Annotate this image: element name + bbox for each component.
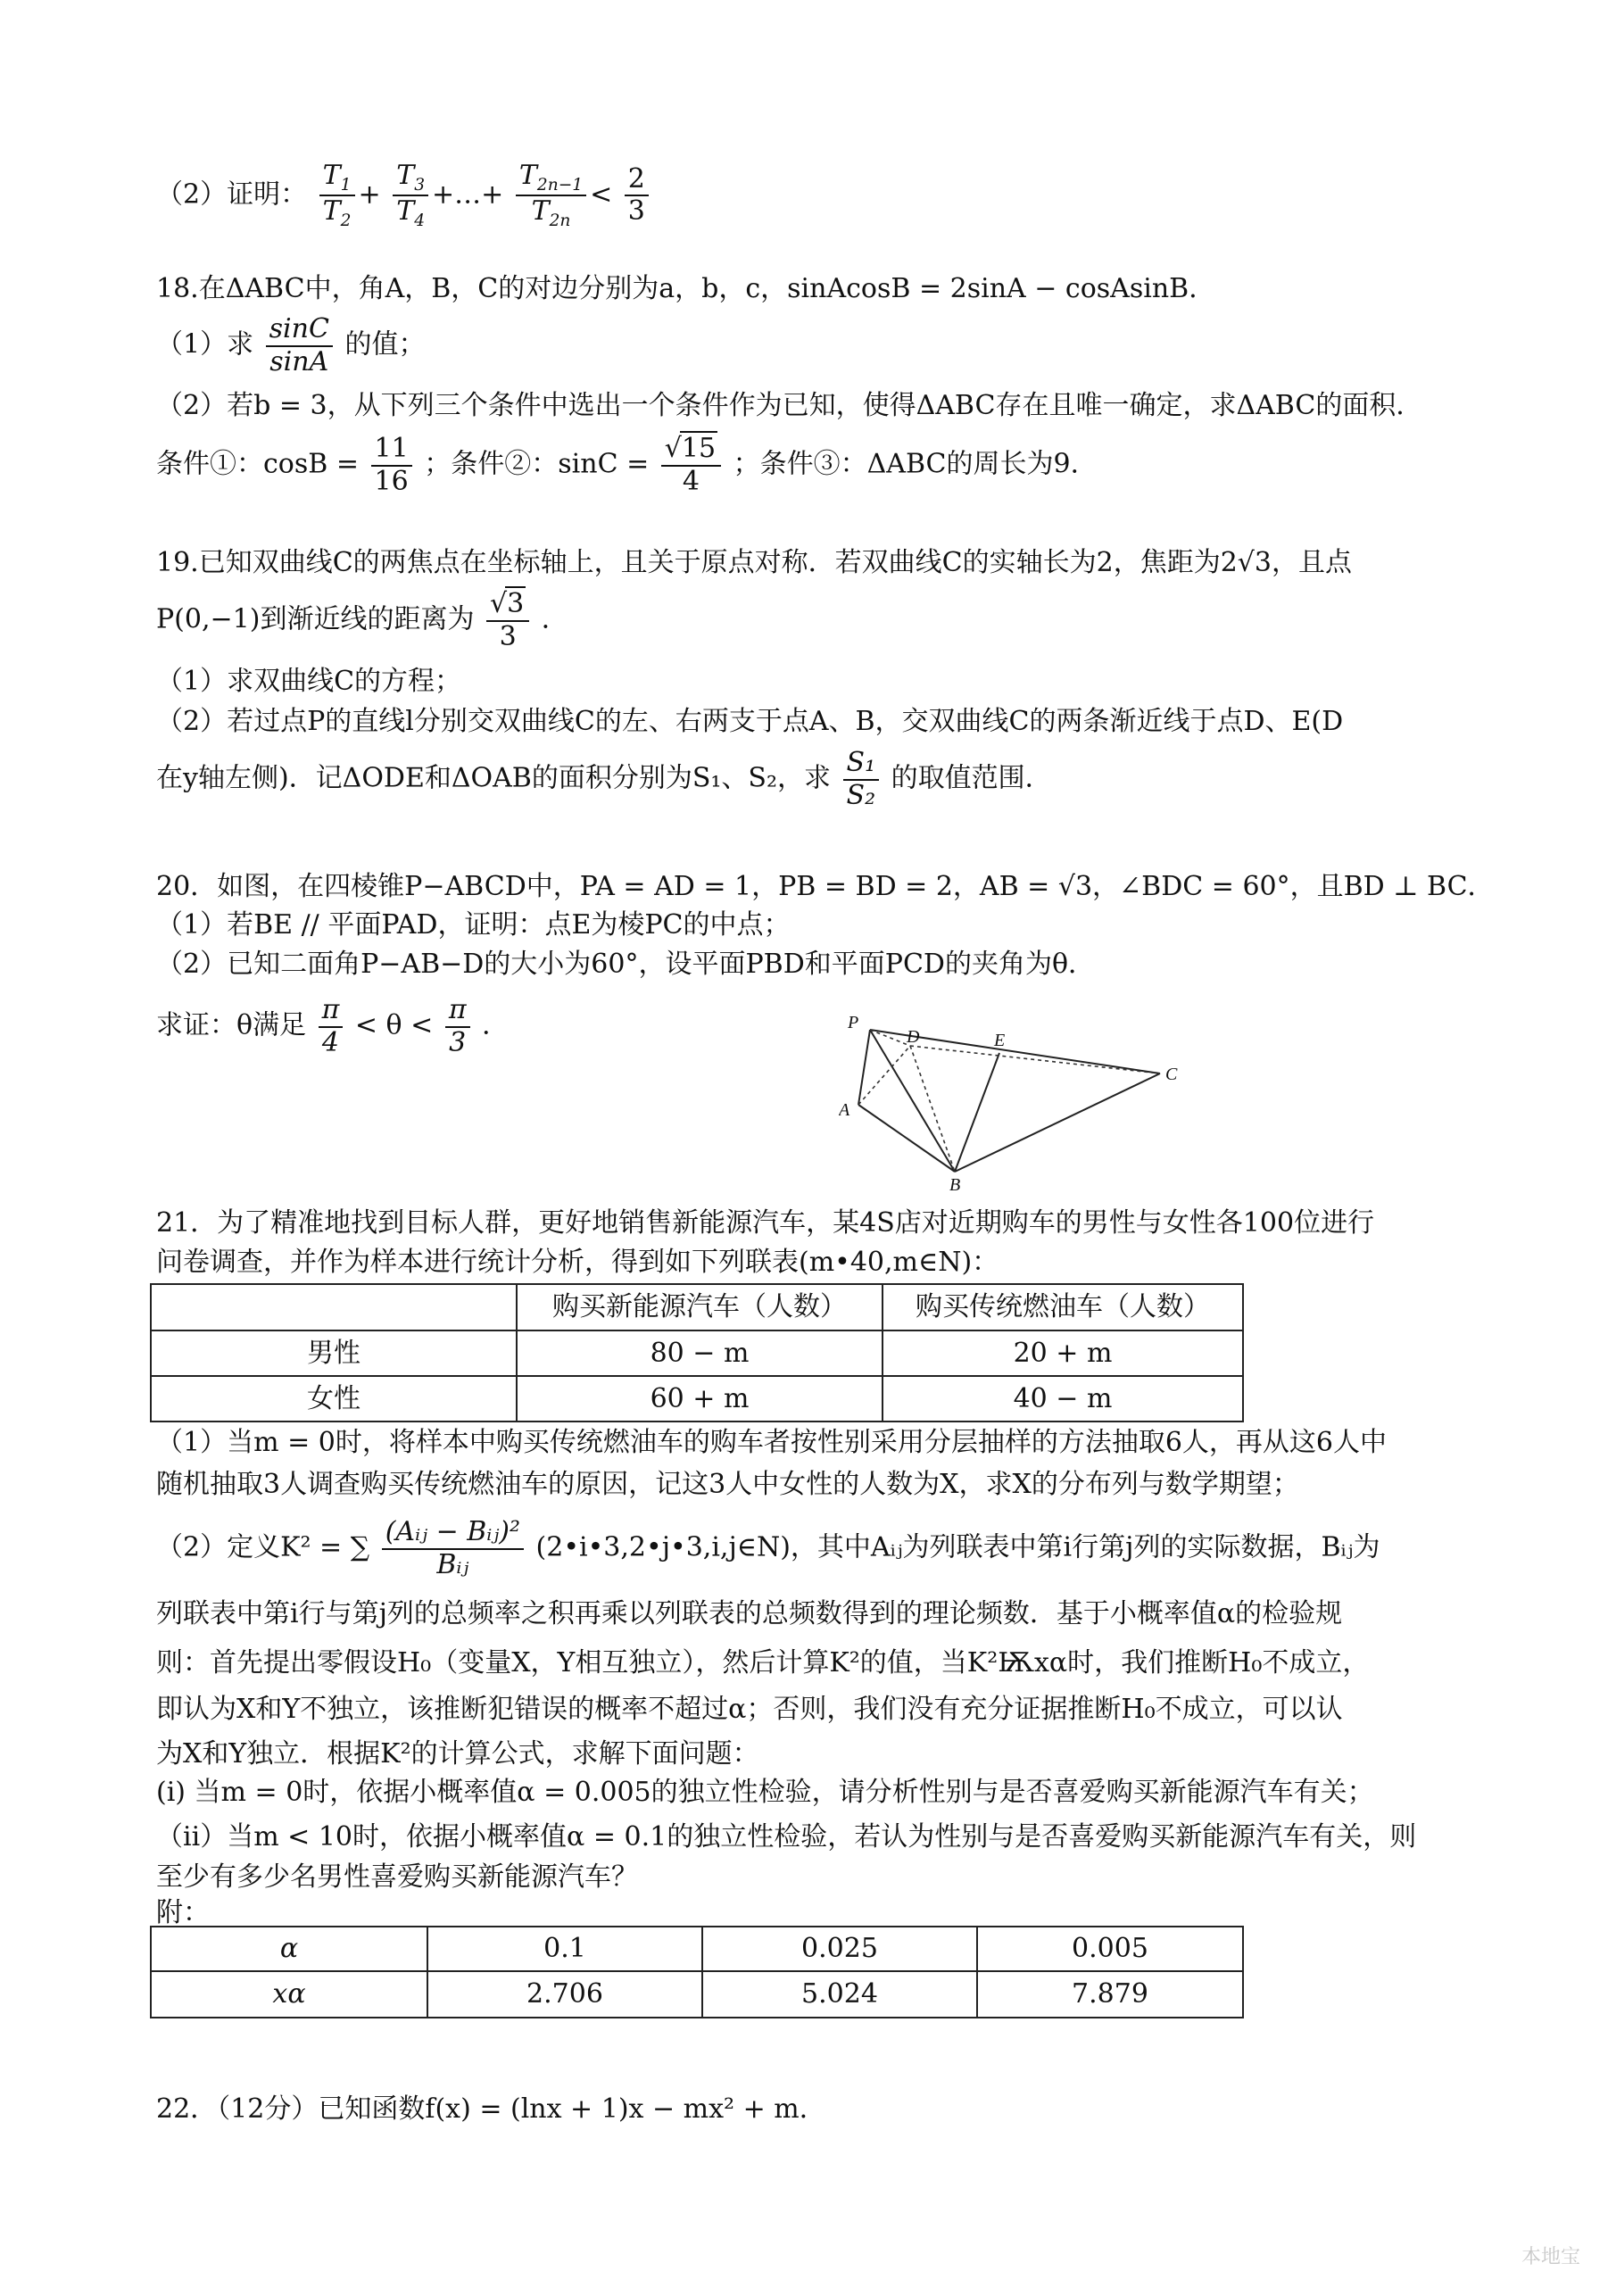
table-cell: xα <box>151 1971 427 2018</box>
table-cell: 80 − m <box>517 1330 883 1376</box>
q19-line2: P(0,−1)到渐近线的距离为 $\frac{√3}{3}$ ． <box>156 588 568 652</box>
fraction: $\frac{2}{3}$ <box>625 164 649 228</box>
q21-line2: 问卷调查，并作为样本进行统计分析，得到如下列联表(m•40,m∈N)： <box>156 1247 999 1278</box>
q19-line1: 19.已知双曲线C的两焦点在坐标轴上，且关于原点对称．若双曲线C的实轴长为2，焦距为2√3，且点 <box>156 547 1352 578</box>
q20-part2: （2）已知二面角P−AB−D的大小为60°，设平面PBD和平面PCD的夹角为θ． <box>156 949 1096 980</box>
watermark: 本地宝 <box>1521 2245 1580 2268</box>
table-row <box>151 1376 1243 1422</box>
table-cell: 20 + m <box>883 1330 1243 1376</box>
fraction: $\frac{\text{(Aᵢⱼ − Bᵢⱼ)²}}{\text{Bᵢⱼ}}$ <box>382 1517 524 1580</box>
q21-part2-d: 即认为X和Y不独立，该推断犯错误的概率不超过α；否则，我们没有充分证据推断H₀不成立，可以认 <box>156 1694 1343 1725</box>
q21-part2-c: 则：首先提出零假设H₀（变量X，Y相互独立），然后计算K²的值，当K²Ѭxα时，我们推断H₀不成立， <box>156 1647 1370 1678</box>
edge-ab <box>858 1105 955 1172</box>
q18-part2: （2）若b = 3，从下列三个条件中选出一个条件作为已知，使得ΔABC存在且唯一确定，求ΔABC的面积． <box>156 390 1423 421</box>
q18-part1: （1）求 $\frac{\sin C}{\sin A}$ 的值； <box>156 313 426 377</box>
q21-part-ii-b: 至少有多少名男性喜爱购买新能源汽车？ <box>156 1861 638 1893</box>
table-cell: 0.005 <box>977 1927 1243 1971</box>
table-row <box>151 1971 1243 2018</box>
fraction: $\frac{T_1}{T_2}$ <box>319 161 355 231</box>
fraction: $\frac{\text{S₁}}{\text{S₂}}$ <box>843 748 880 811</box>
table-cell: 0.025 <box>702 1927 977 1971</box>
q21-part2-formula: （2）定义K² = ∑ $\frac{\text{(Aᵢⱼ − Bᵢⱼ)²}}{\text{Bᵢⱼ}}$ (2•i•3,2•j•3,i,j∈N)，其中Aᵢⱼ为列联表中第i行第j列的实际数据，Bᵢⱼ为 <box>156 1516 1380 1580</box>
table-cell: 2.706 <box>427 1971 702 2018</box>
table-cell: 40 − m <box>883 1376 1243 1422</box>
label-a: A <box>839 1100 850 1120</box>
table-cell: 购买新能源汽车（人数） <box>517 1284 883 1330</box>
label-d: D <box>907 1027 920 1047</box>
q19-part1: （1）求双曲线C的方程； <box>156 666 462 697</box>
q18-stem: 18.在ΔABC中，角A，B，C的对边分别为a，b，c，sinAcosB = 2sinA − cosAsinB． <box>156 273 1216 304</box>
table-cell: 5.024 <box>702 1971 977 2018</box>
table-cell: 女性 <box>151 1376 517 1422</box>
q21-part2-b: 列联表中第i行与第j列的总频率之积再乘以列联表的总频数得到的理论频数．基于小概率值α的检验规 <box>156 1598 1343 1629</box>
fraction: $\frac{\pi}{3}$ <box>445 995 470 1058</box>
fraction: $\frac{√15}{4}$ <box>661 434 721 497</box>
critical-value-table <box>150 1926 1244 2018</box>
table-cell: 60 + m <box>517 1376 883 1422</box>
pyramid-figure <box>839 999 1187 1196</box>
fraction: $\frac{T_{2n-1}}{T_{2n}}$ <box>516 161 586 231</box>
fraction: $\frac{√3}{3}$ <box>486 589 529 652</box>
q17-part2: （2）证明： $\frac{T_1}{T_2}$ + $\frac{T_3}{T_4}$ +…+ $\frac{T_{2n-1}}{T_{2n}}$ < $\frac{2}{3}$ <box>156 161 652 231</box>
label-e: E <box>994 1031 1006 1050</box>
q20-part3: 求证：θ满足 $\frac{\pi}{4}$ < θ < $\frac{\pi}{3}$ ． <box>156 994 510 1058</box>
table-cell: 男性 <box>151 1330 517 1376</box>
label-c: C <box>1165 1065 1178 1084</box>
q21-part1-b: 随机抽取3人调查购买传统燃油车的原因，记这3人中女性的人数为X，求X的分布列与数学期望； <box>156 1469 1299 1500</box>
table-row <box>151 1330 1243 1376</box>
q20-part1: （1）若BE // 平面PAD，证明：点E为棱PC的中点； <box>156 909 791 941</box>
label-p: P <box>848 1013 859 1032</box>
q22-stem: 22．（12分）已知函数f(x) = (lnx + 1)x − mx² + m． <box>156 2093 826 2125</box>
q21-part1-a: （1）当m = 0时，将样本中购买传统燃油车的购车者按性别采用分层抽样的方法抽取6人，再从这6人中 <box>156 1427 1388 1458</box>
q21-appendix-label: 附： <box>156 1897 210 1928</box>
fraction: $\frac{\pi}{4}$ <box>319 995 344 1058</box>
table-cell <box>151 1284 517 1330</box>
q18-conditions: 条件①：cosB = $\frac{11}{16}$ ；条件②：sinC = $\frac{√15}{4}$ ；条件③：ΔABC的周长为9． <box>156 433 1098 497</box>
table-cell: 购买传统燃油车（人数） <box>883 1284 1243 1330</box>
q21-part-ii-a: （ii）当m < 10时，依据小概率值α = 0.1的独立性检验，若认为性别与是否喜爱购买新能源汽车有关，则 <box>156 1821 1417 1853</box>
fraction: $\frac{T_3}{T_4}$ <box>393 161 428 231</box>
table-cell: 0.1 <box>427 1927 702 1971</box>
edge-pb <box>870 1030 955 1172</box>
label-b: B <box>949 1175 961 1195</box>
fraction: $\frac{11}{16}$ <box>371 434 412 497</box>
contingency-table <box>150 1283 1244 1422</box>
table-cell: 7.879 <box>977 1971 1243 2018</box>
fraction: $\frac{\sin C}{\sin A}$ <box>266 314 333 377</box>
q21-line1: 21．为了精准地找到目标人群，更好地销售新能源汽车，某4S店对近期购车的男性与女性各100位进行 <box>156 1207 1375 1239</box>
q19-part2-b: 在y轴左侧)．记ΔODE和ΔOAB的面积分别为S₁、S₂，求 $\frac{\text{S₁}}{\text{S₂}}$ 的取值范围． <box>156 747 1052 811</box>
q20-stem: 20．如图，在四棱锥P−ABCD中，PA = AD = 1，PB = BD = 2，AB = √3，∠BDC = 60°，且BD ⊥ BC． <box>156 871 1495 902</box>
q21-part2-e: 为X和Y独立．根据K²的计算公式，求解下面问题： <box>156 1738 759 1770</box>
q19-part2-a: （2）若过点P的直线l分别交双曲线C的左、右两支于点A、B，交双曲线C的两条渐近线于点D、E(D <box>156 706 1344 737</box>
q21-part-i: (i) 当m = 0时，依据小概率值α = 0.005的独立性检验，请分析性别与是否喜爱购买新能源汽车有关； <box>156 1777 1374 1808</box>
table-row <box>151 1927 1243 1971</box>
edge-dc <box>910 1046 1160 1073</box>
table-header-row <box>151 1284 1243 1330</box>
table-cell: α <box>151 1927 427 1971</box>
